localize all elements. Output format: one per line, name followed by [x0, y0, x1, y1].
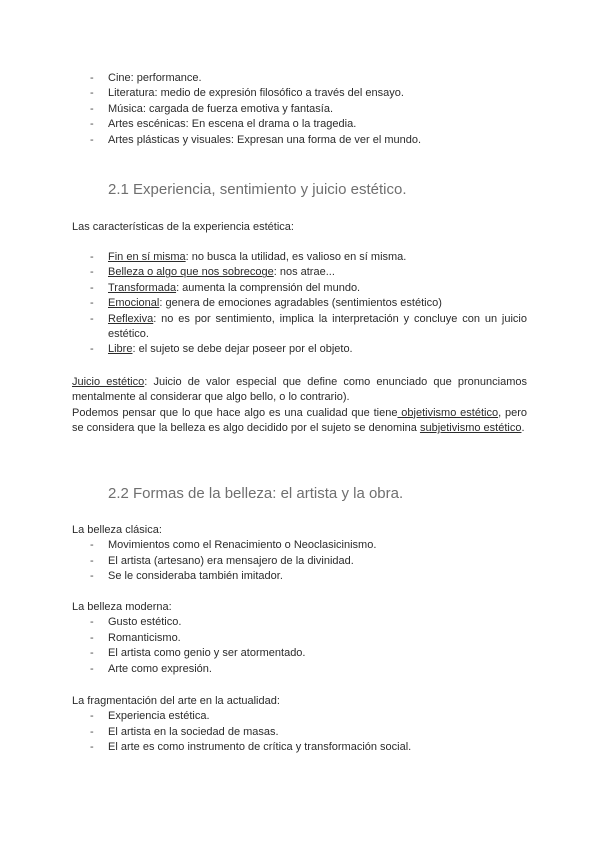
term: Reflexiva: [108, 312, 154, 325]
term: Emocional: [108, 297, 160, 310]
list-item: - Libre: el sujeto se debe dejar poseer por el objeto.: [72, 342, 527, 357]
group-title: La fragmentación del arte en la actualidad:: [72, 695, 280, 707]
list-item: - Belleza o algo que nos sobrecoge: nos atrae...: [72, 265, 527, 280]
list-item: - Movimientos como el Renacimiento o Neoclasicinismo.: [72, 538, 527, 553]
list-item: - Experiencia estética.: [72, 709, 527, 724]
list-item: - Artes plásticas y visuales: Expresan una forma de ver el mundo.: [72, 133, 527, 148]
arts-list: [72, 71, 527, 148]
list-item: - Se le consideraba también imitador.: [72, 569, 527, 584]
paragraph: Juicio estético: Juicio de valor especial que define como enunciado que pronunciamos mentalmente al considerar que algo bello, o lo contrario).: [72, 376, 527, 404]
term: Libre: [108, 343, 133, 356]
list-item: - El artista (artesano) era mensajero de la divinidad.: [72, 554, 527, 569]
list-item: - Gusto estético.: [72, 615, 527, 630]
list-item: - Fin en sí misma: no busca la utilidad, es valioso en sí misma.: [72, 250, 527, 265]
section-heading-2-2: 2.2 Formas de la belleza: el artista y la obra.: [108, 485, 404, 502]
list-item: - Transformada: aumenta la comprensión del mundo.: [72, 281, 527, 296]
term: subjetivismo estético: [419, 422, 522, 435]
term: Fin en sí misma: [108, 251, 186, 263]
group-title: La belleza moderna:: [72, 601, 172, 613]
list-item: - Romanticismo.: [72, 631, 527, 646]
modern-beauty-group: [72, 600, 527, 677]
list-item: - El artista como genio y ser atormentado.: [72, 646, 527, 661]
group-title: La belleza clásica:: [72, 524, 162, 536]
term: Juicio estético: [72, 376, 145, 388]
section-intro: Las características de la experiencia estética:: [72, 221, 294, 233]
section-heading-2-1: 2.1 Experiencia, sentimiento y juicio estético.: [108, 181, 407, 198]
list-item: - Cine: performance.: [72, 71, 527, 86]
term: objetivismo estético: [397, 406, 499, 419]
list-item: - Reflexiva: no es por sentimiento, implica la interpretación y concluye con un juicio estético.: [72, 312, 527, 343]
judgment-paragraphs: [72, 375, 527, 437]
list-item: - El arte es como instrumento de crítica y transformación social.: [72, 740, 527, 755]
term: Transformada: [108, 281, 177, 294]
fragmentation-group: [72, 694, 527, 756]
list-item: - El artista en la sociedad de masas.: [72, 725, 527, 740]
term: Belleza o algo que nos sobrecoge: [108, 266, 274, 279]
list-item: - Literatura: medio de expresión filosófico a través del ensayo.: [72, 86, 527, 101]
list-item: - Música: cargada de fuerza emotiva y fantasía.: [72, 102, 527, 117]
list-item: - Arte como expresión.: [72, 662, 527, 677]
list-item: - Emocional: genera de emociones agradables (sentimientos estético): [72, 296, 527, 311]
classic-beauty-group: [72, 523, 527, 585]
paragraph: Podemos pensar que lo que hace algo es una cualidad que tiene objetivismo estético, pero se considera que la belleza es algo decidido por el sujeto se denomina subjetivismo estético.: [72, 406, 527, 435]
aesthetic-traits-list: [72, 250, 527, 358]
list-item: - Artes escénicas: En escena el drama o la tragedia.: [72, 117, 527, 132]
